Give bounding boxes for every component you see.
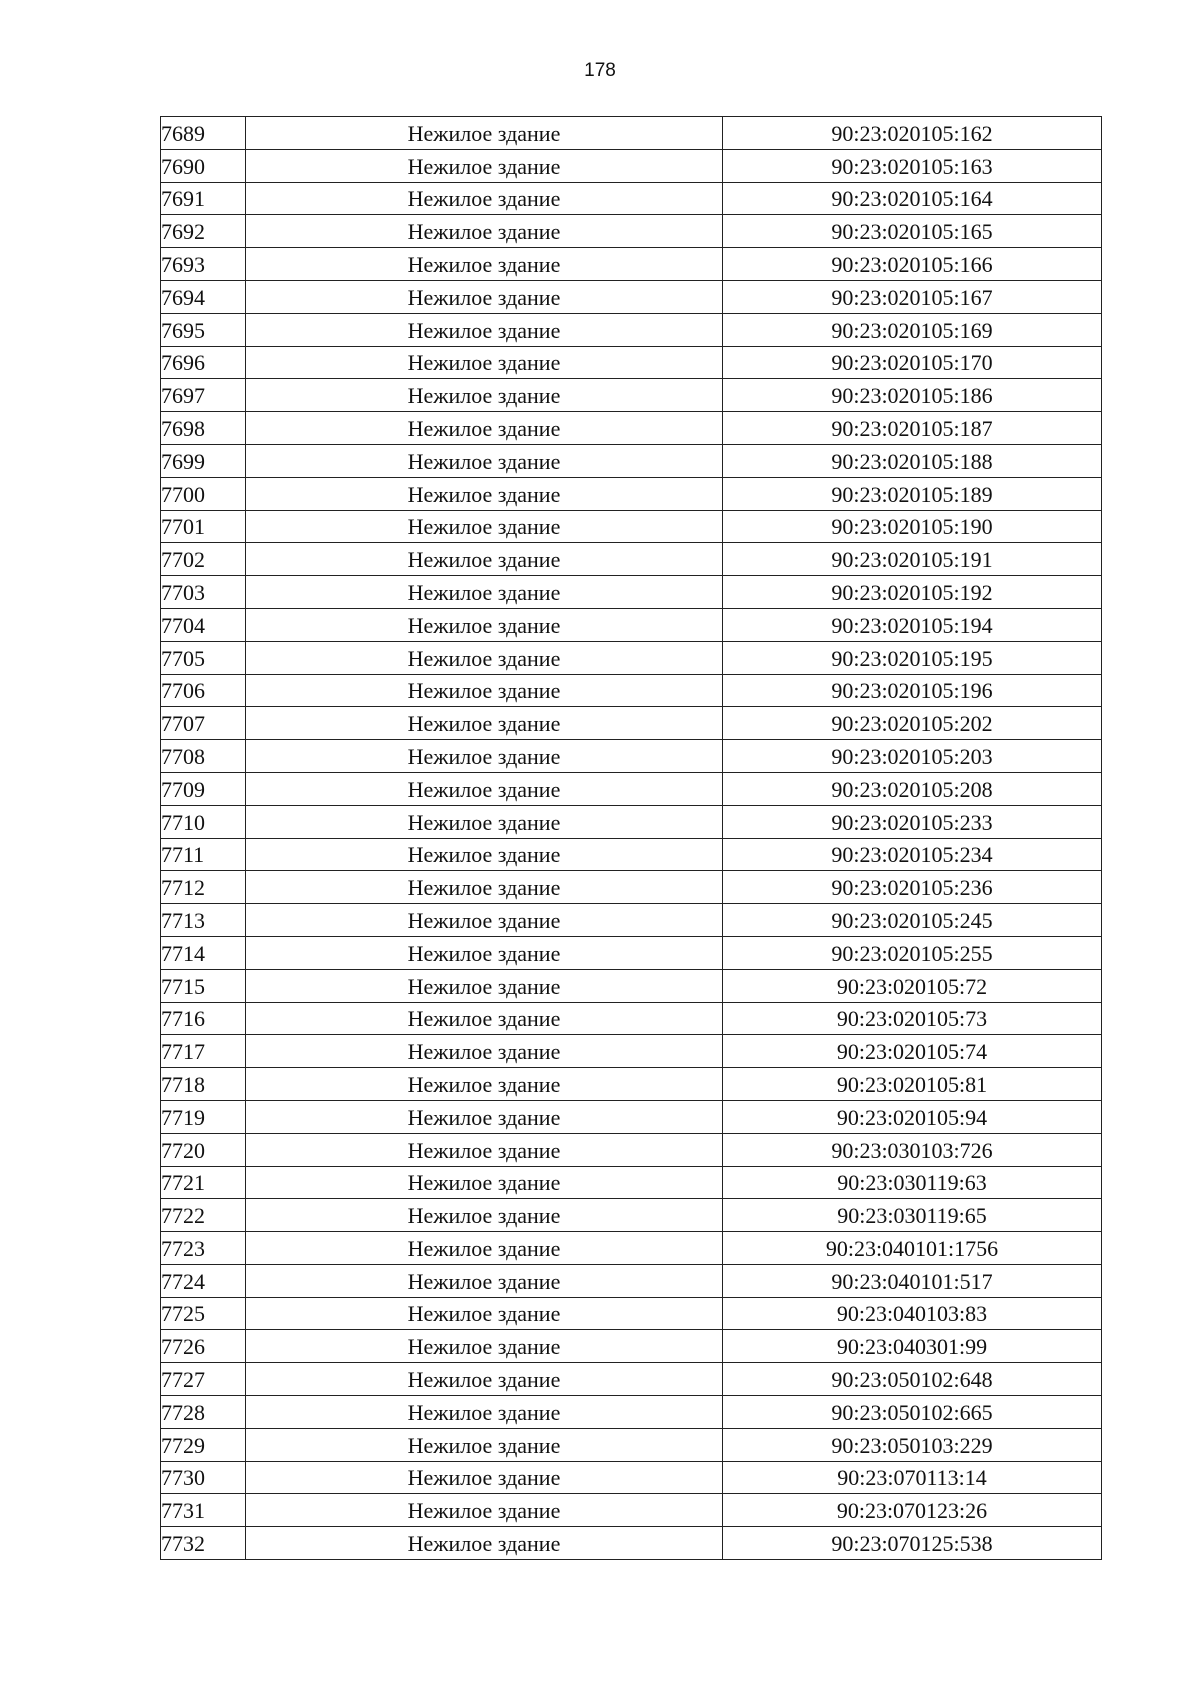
object-type-cell: Нежилое здание	[246, 608, 723, 641]
cadastral-number-cell: 90:23:030119:65	[723, 1199, 1102, 1232]
object-type-cell: Нежилое здание	[246, 838, 723, 871]
table-row	[161, 641, 1102, 674]
cadastral-number-cell: 90:23:030119:63	[723, 1166, 1102, 1199]
row-number-cell: 7716	[161, 1002, 246, 1035]
table-row	[161, 1100, 1102, 1133]
row-number-cell: 7717	[161, 1035, 246, 1068]
row-number-cell: 7724	[161, 1264, 246, 1297]
table-row	[161, 1396, 1102, 1429]
object-type-cell: Нежилое здание	[246, 772, 723, 805]
cadastral-number-cell: 90:23:020105:234	[723, 838, 1102, 871]
row-number-cell: 7704	[161, 608, 246, 641]
cadastral-number-cell: 90:23:070113:14	[723, 1461, 1102, 1494]
cadastral-number-cell: 90:23:020105:187	[723, 412, 1102, 445]
object-type-cell: Нежилое здание	[246, 1297, 723, 1330]
table-row	[161, 412, 1102, 445]
cadastral-number-cell: 90:23:020105:195	[723, 641, 1102, 674]
cadastral-number-cell: 90:23:020105:73	[723, 1002, 1102, 1035]
table-row	[161, 1297, 1102, 1330]
object-type-cell: Нежилое здание	[246, 1363, 723, 1396]
cadastral-number-cell: 90:23:040103:83	[723, 1297, 1102, 1330]
table-row	[161, 346, 1102, 379]
table-row	[161, 313, 1102, 346]
object-type-cell: Нежилое здание	[246, 182, 723, 215]
cadastral-number-cell: 90:23:020105:202	[723, 707, 1102, 740]
object-type-cell: Нежилое здание	[246, 1264, 723, 1297]
row-number-cell: 7709	[161, 772, 246, 805]
table-row	[161, 608, 1102, 641]
cadastral-number-cell: 90:23:040101:1756	[723, 1232, 1102, 1265]
row-number-cell: 7723	[161, 1232, 246, 1265]
row-number-cell: 7711	[161, 838, 246, 871]
table-row	[161, 969, 1102, 1002]
page-number: 178	[584, 60, 616, 81]
cadastral-number-cell: 90:23:020105:208	[723, 772, 1102, 805]
cadastral-number-cell: 90:23:020105:170	[723, 346, 1102, 379]
object-type-cell: Нежилое здание	[246, 379, 723, 412]
object-type-cell: Нежилое здание	[246, 641, 723, 674]
object-type-cell: Нежилое здание	[246, 346, 723, 379]
cadastral-number-cell: 90:23:070125:538	[723, 1527, 1102, 1560]
object-type-cell: Нежилое здание	[246, 740, 723, 773]
object-type-cell: Нежилое здание	[246, 1494, 723, 1527]
table-row	[161, 215, 1102, 248]
object-type-cell: Нежилое здание	[246, 248, 723, 281]
object-type-cell: Нежилое здание	[246, 1035, 723, 1068]
object-type-cell: Нежилое здание	[246, 444, 723, 477]
cadastral-number-cell: 90:23:050102:648	[723, 1363, 1102, 1396]
row-number-cell: 7697	[161, 379, 246, 412]
object-type-cell: Нежилое здание	[246, 280, 723, 313]
object-type-cell: Нежилое здание	[246, 1527, 723, 1560]
table-row	[161, 674, 1102, 707]
row-number-cell: 7726	[161, 1330, 246, 1363]
table-row	[161, 805, 1102, 838]
table-row	[161, 936, 1102, 969]
object-type-cell: Нежилое здание	[246, 707, 723, 740]
table-row	[161, 1232, 1102, 1265]
cadastral-number-cell: 90:23:020105:166	[723, 248, 1102, 281]
row-number-cell: 7702	[161, 543, 246, 576]
table-row	[161, 1363, 1102, 1396]
cadastral-number-cell: 90:23:020105:203	[723, 740, 1102, 773]
row-number-cell: 7698	[161, 412, 246, 445]
row-number-cell: 7714	[161, 936, 246, 969]
table-row	[161, 707, 1102, 740]
cadastral-number-cell: 90:23:020105:188	[723, 444, 1102, 477]
object-type-cell: Нежилое здание	[246, 1428, 723, 1461]
object-type-cell: Нежилое здание	[246, 543, 723, 576]
cadastral-number-cell: 90:23:020105:167	[723, 280, 1102, 313]
table-row	[161, 1133, 1102, 1166]
row-number-cell: 7700	[161, 477, 246, 510]
property-registry-table	[160, 116, 1102, 1560]
object-type-cell: Нежилое здание	[246, 1068, 723, 1101]
row-number-cell: 7693	[161, 248, 246, 281]
row-number-cell: 7692	[161, 215, 246, 248]
object-type-cell: Нежилое здание	[246, 1199, 723, 1232]
object-type-cell: Нежилое здание	[246, 1100, 723, 1133]
table-row	[161, 444, 1102, 477]
object-type-cell: Нежилое здание	[246, 1133, 723, 1166]
table-row	[161, 838, 1102, 871]
table-row	[161, 1068, 1102, 1101]
cadastral-number-cell: 90:23:020105:233	[723, 805, 1102, 838]
table-row	[161, 477, 1102, 510]
row-number-cell: 7727	[161, 1363, 246, 1396]
table-row	[161, 1428, 1102, 1461]
cadastral-number-cell: 90:23:020105:81	[723, 1068, 1102, 1101]
cadastral-number-cell: 90:23:020105:165	[723, 215, 1102, 248]
cadastral-number-cell: 90:23:020105:162	[723, 117, 1102, 150]
row-number-cell: 7695	[161, 313, 246, 346]
cadastral-number-cell: 90:23:020105:164	[723, 182, 1102, 215]
table-row	[161, 904, 1102, 937]
row-number-cell: 7706	[161, 674, 246, 707]
cadastral-number-cell: 90:23:020105:189	[723, 477, 1102, 510]
row-number-cell: 7731	[161, 1494, 246, 1527]
table-row	[161, 379, 1102, 412]
object-type-cell: Нежилое здание	[246, 871, 723, 904]
object-type-cell: Нежилое здание	[246, 1232, 723, 1265]
cadastral-number-cell: 90:23:020105:186	[723, 379, 1102, 412]
object-type-cell: Нежилое здание	[246, 412, 723, 445]
row-number-cell: 7694	[161, 280, 246, 313]
object-type-cell: Нежилое здание	[246, 313, 723, 346]
table-row	[161, 510, 1102, 543]
object-type-cell: Нежилое здание	[246, 1396, 723, 1429]
table-body	[161, 117, 1102, 1560]
table-row	[161, 871, 1102, 904]
cadastral-number-cell: 90:23:050102:665	[723, 1396, 1102, 1429]
object-type-cell: Нежилое здание	[246, 477, 723, 510]
table-row	[161, 280, 1102, 313]
row-number-cell: 7713	[161, 904, 246, 937]
row-number-cell: 7728	[161, 1396, 246, 1429]
table-row	[161, 1002, 1102, 1035]
cadastral-number-cell: 90:23:040101:517	[723, 1264, 1102, 1297]
row-number-cell: 7715	[161, 969, 246, 1002]
row-number-cell: 7707	[161, 707, 246, 740]
row-number-cell: 7703	[161, 576, 246, 609]
object-type-cell: Нежилое здание	[246, 1002, 723, 1035]
table-row	[161, 1461, 1102, 1494]
table-row	[161, 117, 1102, 150]
cadastral-number-cell: 90:23:020105:169	[723, 313, 1102, 346]
cadastral-number-cell: 90:23:020105:190	[723, 510, 1102, 543]
table-row	[161, 1494, 1102, 1527]
object-type-cell: Нежилое здание	[246, 215, 723, 248]
row-number-cell: 7696	[161, 346, 246, 379]
object-type-cell: Нежилое здание	[246, 904, 723, 937]
row-number-cell: 7721	[161, 1166, 246, 1199]
row-number-cell: 7712	[161, 871, 246, 904]
row-number-cell: 7725	[161, 1297, 246, 1330]
cadastral-number-cell: 90:23:020105:94	[723, 1100, 1102, 1133]
table-row	[161, 1330, 1102, 1363]
table-row	[161, 149, 1102, 182]
table-row	[161, 1527, 1102, 1560]
table-row	[161, 1199, 1102, 1232]
object-type-cell: Нежилое здание	[246, 576, 723, 609]
object-type-cell: Нежилое здание	[246, 674, 723, 707]
row-number-cell: 7705	[161, 641, 246, 674]
object-type-cell: Нежилое здание	[246, 1461, 723, 1494]
table-row	[161, 1035, 1102, 1068]
row-number-cell: 7732	[161, 1527, 246, 1560]
table-row	[161, 248, 1102, 281]
cadastral-number-cell: 90:23:020105:163	[723, 149, 1102, 182]
row-number-cell: 7719	[161, 1100, 246, 1133]
table-row	[161, 740, 1102, 773]
cadastral-number-cell: 90:23:020105:236	[723, 871, 1102, 904]
table-row	[161, 1166, 1102, 1199]
row-number-cell: 7710	[161, 805, 246, 838]
cadastral-number-cell: 90:23:070123:26	[723, 1494, 1102, 1527]
cadastral-number-cell: 90:23:050103:229	[723, 1428, 1102, 1461]
object-type-cell: Нежилое здание	[246, 1330, 723, 1363]
row-number-cell: 7718	[161, 1068, 246, 1101]
table-row	[161, 182, 1102, 215]
row-number-cell: 7701	[161, 510, 246, 543]
object-type-cell: Нежилое здание	[246, 969, 723, 1002]
object-type-cell: Нежилое здание	[246, 805, 723, 838]
cadastral-number-cell: 90:23:020105:196	[723, 674, 1102, 707]
row-number-cell: 7720	[161, 1133, 246, 1166]
table-row	[161, 772, 1102, 805]
table-row	[161, 576, 1102, 609]
row-number-cell: 7689	[161, 117, 246, 150]
table-row	[161, 543, 1102, 576]
cadastral-number-cell: 90:23:020105:255	[723, 936, 1102, 969]
table-row	[161, 1264, 1102, 1297]
row-number-cell: 7699	[161, 444, 246, 477]
row-number-cell: 7730	[161, 1461, 246, 1494]
row-number-cell: 7708	[161, 740, 246, 773]
cadastral-number-cell: 90:23:040301:99	[723, 1330, 1102, 1363]
row-number-cell: 7690	[161, 149, 246, 182]
cadastral-number-cell: 90:23:020105:194	[723, 608, 1102, 641]
object-type-cell: Нежилое здание	[246, 510, 723, 543]
cadastral-number-cell: 90:23:020105:191	[723, 543, 1102, 576]
object-type-cell: Нежилое здание	[246, 149, 723, 182]
cadastral-number-cell: 90:23:020105:245	[723, 904, 1102, 937]
row-number-cell: 7722	[161, 1199, 246, 1232]
object-type-cell: Нежилое здание	[246, 936, 723, 969]
object-type-cell: Нежилое здание	[246, 117, 723, 150]
cadastral-number-cell: 90:23:020105:72	[723, 969, 1102, 1002]
row-number-cell: 7691	[161, 182, 246, 215]
cadastral-number-cell: 90:23:020105:192	[723, 576, 1102, 609]
cadastral-number-cell: 90:23:020105:74	[723, 1035, 1102, 1068]
object-type-cell: Нежилое здание	[246, 1166, 723, 1199]
row-number-cell: 7729	[161, 1428, 246, 1461]
cadastral-number-cell: 90:23:030103:726	[723, 1133, 1102, 1166]
